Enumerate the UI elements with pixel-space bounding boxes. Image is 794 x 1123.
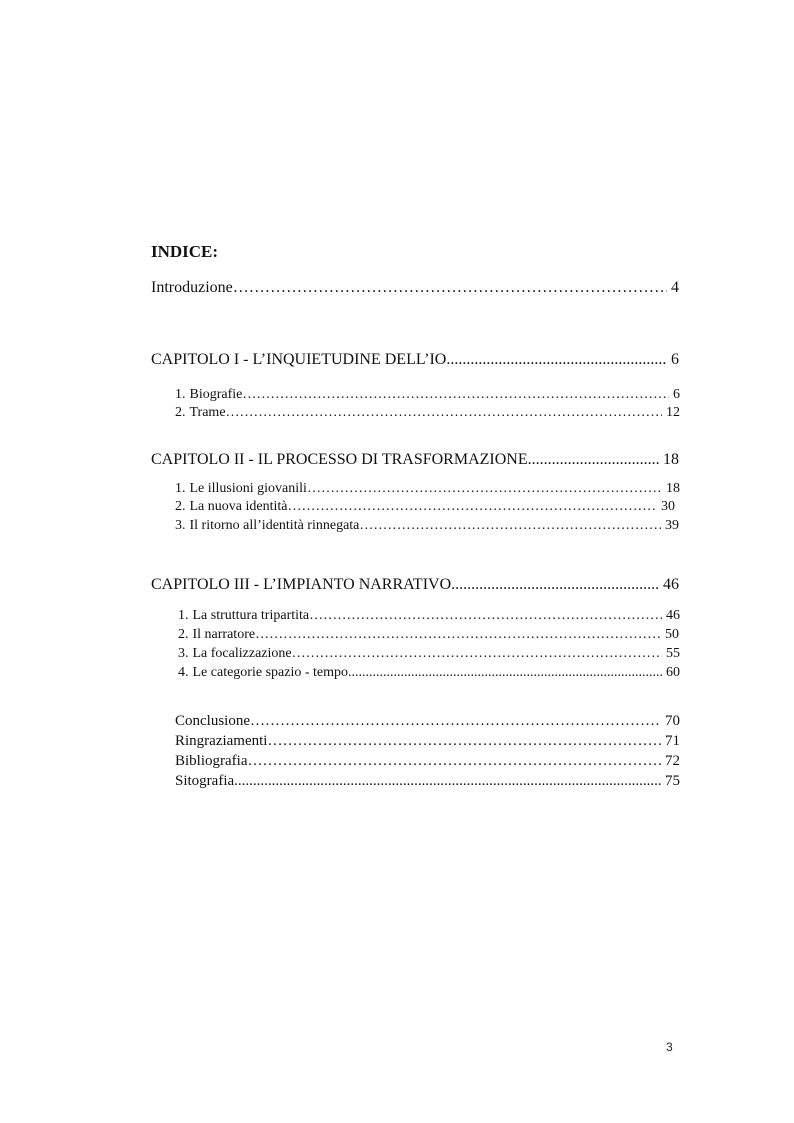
- section-number: 2.: [178, 627, 189, 642]
- section-entry: [175, 405, 680, 421]
- section-number: 3.: [175, 518, 186, 533]
- back-matter-label: Sitografia: [175, 773, 235, 789]
- dot-leader: [292, 646, 662, 662]
- dot-leader: [348, 665, 662, 681]
- chapter-heading-1: [151, 351, 679, 369]
- back-matter-entry: [175, 713, 680, 730]
- section-page: 50: [665, 627, 679, 642]
- chapter-title: CAPITOLO I - L’INQUIETUDINE DELL’IO: [151, 351, 447, 368]
- section-label: Le categorie spazio - tempo: [192, 665, 348, 680]
- back-matter-entry: [175, 733, 680, 750]
- back-matter-label: Conclusione: [175, 713, 250, 729]
- chapter-title: CAPITOLO III - L’IMPIANTO NARRATIVO: [151, 576, 452, 593]
- dot-leader: [234, 773, 661, 790]
- section-label: La nuova identità: [189, 499, 288, 514]
- section-entry: [178, 665, 680, 681]
- index-title: INDICE:: [151, 242, 219, 261]
- dot-leader: [307, 481, 662, 497]
- section-page: 6: [673, 387, 680, 402]
- dot-leader: [359, 518, 661, 534]
- section-number: 4.: [178, 665, 189, 680]
- back-matter-page: 72: [665, 753, 680, 769]
- section-entry: [175, 518, 679, 534]
- dot-leader: [226, 405, 662, 421]
- section-page: 46: [666, 608, 680, 623]
- back-matter-page: 70: [665, 713, 680, 729]
- dot-leader: [247, 753, 661, 770]
- section-page: 39: [665, 518, 679, 533]
- dot-leader: [287, 499, 657, 515]
- back-matter-page: 75: [665, 773, 680, 789]
- section-page: 55: [666, 646, 680, 661]
- section-label: Il narratore: [192, 627, 256, 642]
- dot-leader: [309, 608, 662, 624]
- dot-leader: [250, 713, 661, 730]
- section-entry: [178, 627, 679, 643]
- section-number: 1.: [175, 481, 186, 496]
- section-label: La struttura tripartita: [192, 608, 310, 623]
- section-number: 2.: [175, 499, 186, 514]
- dot-leader: [451, 576, 659, 594]
- section-number: 1.: [175, 387, 186, 402]
- chapter-title: CAPITOLO II - IL PROCESSO DI TRASFORMAZIONE: [151, 451, 528, 468]
- section-entry: [178, 646, 680, 662]
- dot-leader: [255, 627, 661, 643]
- back-matter-entry: [175, 753, 680, 770]
- section-label: La focalizzazione: [192, 646, 292, 661]
- chapter-heading-3: [151, 576, 679, 594]
- section-number: 3.: [178, 646, 189, 661]
- section-entry: [175, 387, 680, 403]
- toc-entry-label: Introduzione: [151, 279, 233, 296]
- toc-entry-page: 4: [671, 279, 679, 296]
- dot-leader: [528, 451, 659, 469]
- dot-leader: [233, 279, 667, 297]
- chapter-page: 46: [663, 576, 679, 593]
- section-number: 2.: [175, 405, 186, 420]
- section-page: 30: [661, 499, 675, 514]
- page-number: 3: [666, 1040, 673, 1054]
- chapter-page: 18: [663, 451, 679, 468]
- back-matter-page: 71: [665, 733, 680, 749]
- section-label: Il ritorno all’identità rinnegata: [189, 518, 360, 533]
- section-page: 12: [666, 405, 680, 420]
- section-label: Biografie: [189, 387, 243, 402]
- section-label: Le illusioni giovanili: [189, 481, 307, 496]
- section-entry: [178, 608, 680, 624]
- chapter-heading-2: [151, 451, 679, 469]
- section-entry: [175, 481, 680, 497]
- section-page: 18: [666, 481, 680, 496]
- dot-leader: [242, 387, 669, 403]
- dot-leader: [267, 733, 661, 750]
- back-matter-entry: [175, 773, 680, 790]
- section-page: 60: [666, 665, 680, 680]
- dot-leader: [446, 351, 667, 369]
- section-number: 1.: [178, 608, 189, 623]
- section-label: Trame: [189, 405, 226, 420]
- chapter-page: 6: [671, 351, 679, 368]
- toc-entry-introduction: [151, 279, 679, 297]
- section-entry: [175, 499, 675, 515]
- back-matter-label: Bibliografia: [175, 753, 248, 769]
- back-matter-label: Ringraziamenti: [175, 733, 268, 749]
